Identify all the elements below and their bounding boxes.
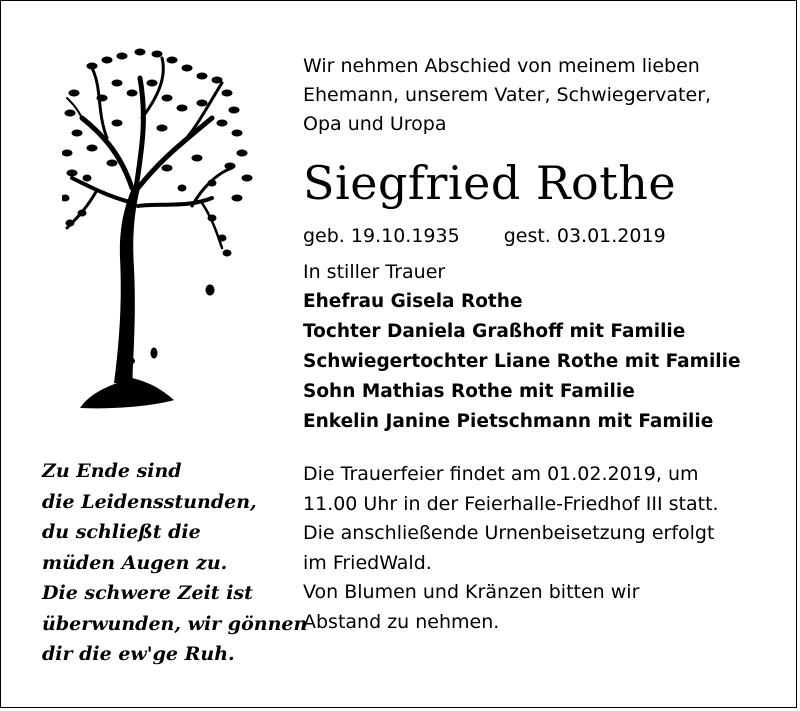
death-date: gest. 03.01.2019 (503, 225, 666, 247)
service-line: im FriedWald. (303, 551, 432, 574)
notice-text (303, 52, 783, 637)
intro-line: Wir nehmen Abschied von meinem lieben (303, 55, 700, 77)
mourners-list (303, 257, 783, 437)
intro-line: Opa und Uropa (303, 113, 447, 135)
service-line: Die anschließende Urnenbeisetzung erfolgt (303, 522, 715, 544)
mourner: Sohn Mathias Rothe mit Familie (303, 381, 635, 402)
poem-line: Die schwere Zeit ist (42, 582, 253, 604)
poem-line: du schließt die (42, 521, 201, 543)
poem-line: überwunden, wir gönnen (42, 612, 308, 635)
poem-line: müden Augen zu. (42, 551, 228, 574)
mourner: Enkelin Janine Pietschmann mit Familie (303, 411, 714, 432)
service-line: Von Blumen und Kränzen bitten wir (303, 581, 640, 603)
intro-line: Ehemann, unserem Vater, Schwiegervater, (303, 84, 712, 106)
birth-date: geb. 19.10.1935 (303, 225, 460, 247)
life-dates (303, 221, 783, 251)
service-line: Die Trauerfeier findet am 01.02.2019, um (303, 463, 699, 485)
poem-line: die Leidensstunden, (42, 490, 257, 513)
service-line: 11.00 Uhr in der Feierhalle-Friedhof III statt. (303, 492, 719, 515)
memorial-poem (42, 456, 308, 670)
poem-line: Zu Ende sind (42, 460, 182, 482)
tree-icon (62, 38, 262, 438)
mourner: Ehefrau Gisela Rothe (303, 291, 523, 312)
mourning-intro: In stiller Trauer (303, 261, 446, 283)
mourner: Tochter Daniela Graßhoff mit Familie (303, 321, 686, 342)
mourner: Schwiegertochter Liane Rothe mit Familie (303, 351, 741, 372)
farewell-intro (303, 52, 783, 139)
poem-line: dir die ew'ge Ruh. (42, 643, 235, 665)
service-info (303, 460, 783, 637)
deceased-name: Siegfried Rothe (303, 156, 677, 210)
service-line: Abstand zu nehmen. (303, 610, 500, 633)
